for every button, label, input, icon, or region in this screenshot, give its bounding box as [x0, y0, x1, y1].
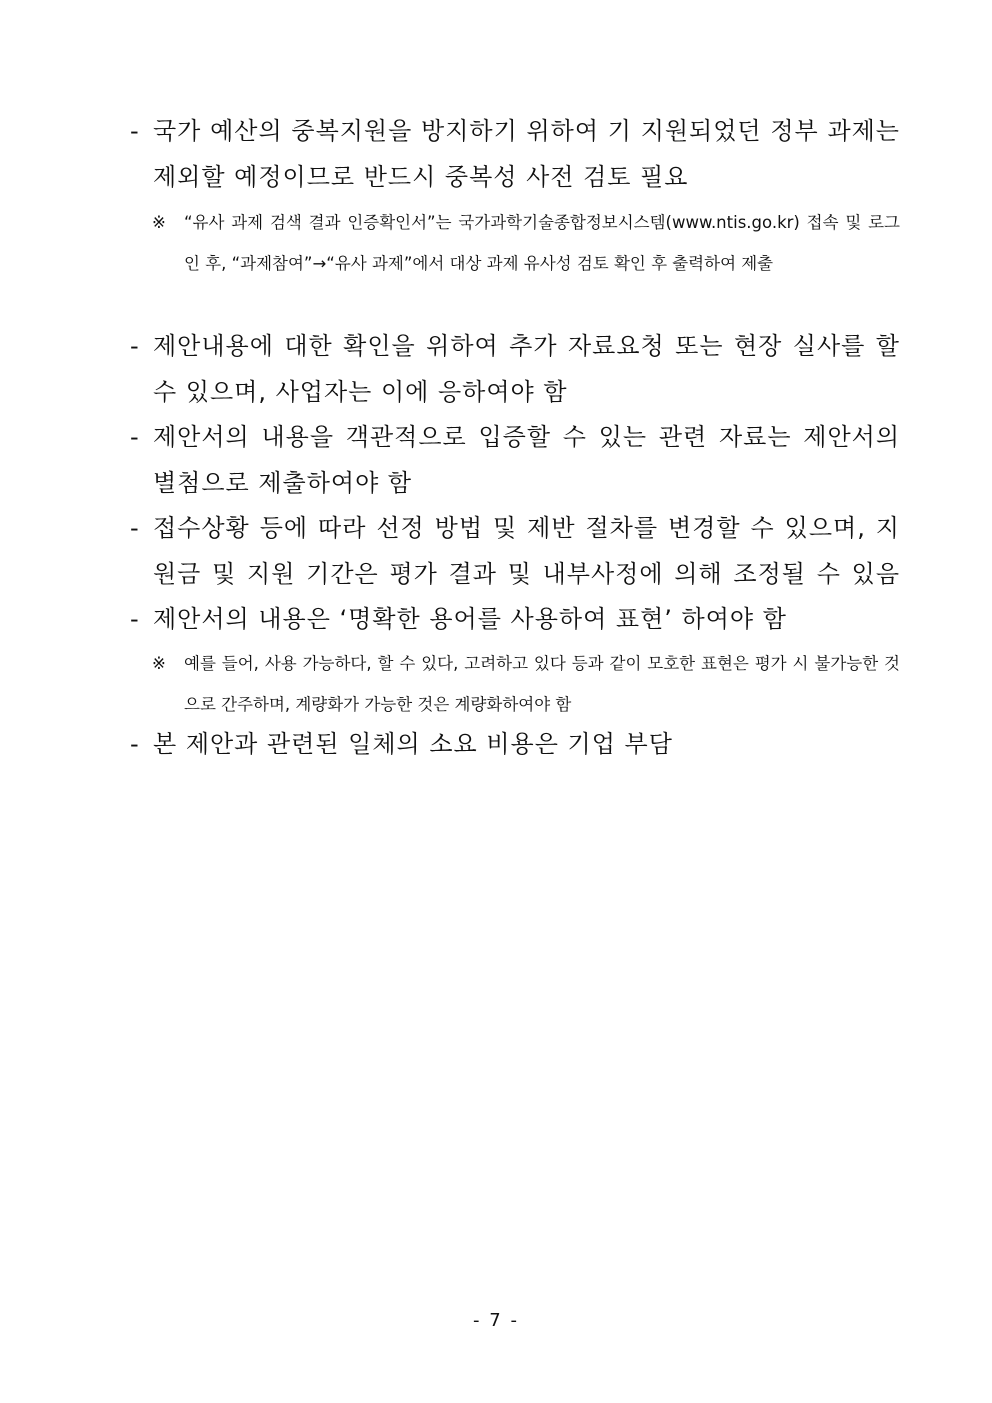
list-item-duplicate-funding [130, 108, 900, 200]
bullet-dash: - [130, 730, 140, 758]
bullet-dash: - [130, 514, 140, 542]
list-item-text: 국가 예산의 중복지원을 방지하기 위하여 기 지원되었던 정부 과제는 제외할 예정이므로 반드시 중복성 사전 검토 필요 [153, 117, 900, 191]
list-item-clear-terms [130, 596, 900, 642]
note-similar-project-search [152, 202, 900, 284]
list-item-company-cost [130, 721, 900, 767]
note-ambiguous-expressions [152, 643, 900, 725]
list-item-text: 제안서의 내용을 객관적으로 입증할 수 있는 관련 자료는 제안서의 별첨으로 제출하여야 함 [153, 423, 900, 497]
page-number: - 7 - [473, 1310, 519, 1331]
reference-mark-icon: ※ [152, 654, 166, 673]
list-item-supporting-documents [130, 414, 900, 506]
list-item-procedure-change [130, 505, 900, 597]
list-item-additional-data-request [130, 323, 900, 415]
bullet-dash: - [130, 605, 140, 633]
list-item-text: 제안내용에 대한 확인을 위하여 추가 자료요청 또는 현장 실사를 할 수 있으며, 사업자는 이에 응하여야 함 [153, 332, 900, 406]
note-text: 예를 들어, 사용 가능하다, 할 수 있다, 고려하고 있다 등과 같이 모호한 표현은 평가 시 불가능한 것으로 간주하며, 계량화가 가능한 것은 계량화하여야 함 [184, 654, 900, 714]
bullet-dash: - [130, 332, 140, 360]
list-item-text: 본 제안과 관련된 일체의 소요 비용은 기업 부담 [153, 730, 673, 758]
list-item-text: 접수상황 등에 따라 선정 방법 및 제반 절차를 변경할 수 있으며, 지원금 및 지원 기간은 평가 결과 및 내부사정에 의해 조정될 수 있음 [153, 514, 900, 588]
note-text: “유사 과제 검색 결과 인증확인서”는 국가과학기술종합정보시스템(www.ntis.go.kr) 접속 및 로그인 후, “과제참여”→“유사 과제”에서 대상 과제 유사성 검토 확인 후 출력하여 제출 [184, 213, 900, 273]
bullet-dash: - [130, 423, 140, 451]
list-item-text: 제안서의 내용은 ‘명확한 용어를 사용하여 표현’ 하여야 함 [153, 605, 787, 633]
bullet-dash: - [130, 117, 140, 145]
reference-mark-icon: ※ [152, 213, 166, 232]
